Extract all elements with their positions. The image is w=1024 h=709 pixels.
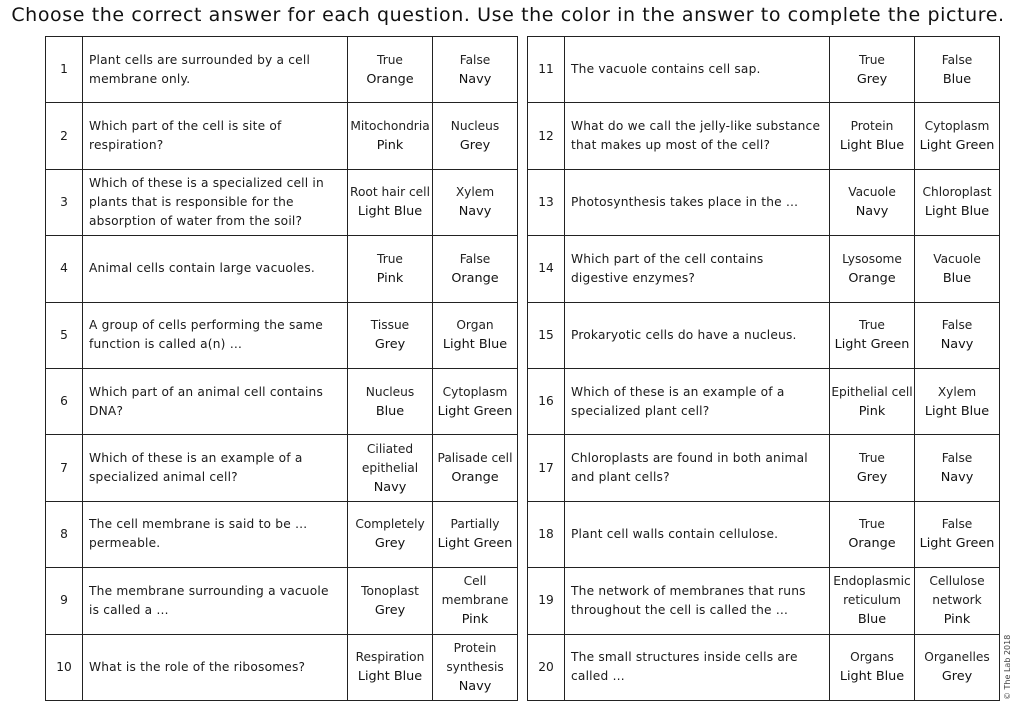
answer-a-label: True [859,451,885,466]
answer-a-label: Tonoplast [361,583,419,598]
answer-a-label: True [859,52,885,67]
answer-option-b[interactable] [433,236,518,302]
answer-option-b[interactable] [915,37,1000,103]
answer-option-a[interactable] [830,634,915,700]
answer-b-label: Xylem [937,384,977,399]
answer-a-color: Pink [858,403,886,419]
question-text: Animal cells contain large vacuoles. [83,236,348,302]
question-text: What is the role of the ribosomes? [83,634,348,700]
answer-b-label: Cell membrane [441,574,509,608]
answer-a-label: True [377,251,403,266]
answer-a-color: Orange [848,536,896,552]
answer-option-b[interactable] [915,568,1000,634]
answer-option-a[interactable] [348,37,433,103]
answer-option-a[interactable] [348,302,433,368]
answer-a-color: Light Blue [357,669,423,685]
answer-option-a[interactable] [830,169,915,235]
copyright-notice: © The Lab 2018 [1003,634,1012,700]
question-text: Which of these is an example of a specialized plant cell? [565,368,830,434]
answer-option-b[interactable] [433,37,518,103]
answer-b-label: Organelles [924,650,990,665]
question-number: 12 [528,103,565,169]
question-row [46,501,518,567]
question-text: Plant cells are surrounded by a cell membrane only. [83,37,348,103]
answer-a-color: Blue [857,612,887,628]
answer-b-color: Blue [942,71,972,87]
question-number: 15 [528,302,565,368]
answer-option-b[interactable] [915,368,1000,434]
answer-option-b[interactable] [433,302,518,368]
answer-b-color: Light Blue [442,337,508,353]
answer-b-color: Light Green [437,536,513,552]
answer-a-color: Navy [373,479,407,495]
answer-b-label: Protein synthesis [446,640,504,674]
question-row [46,634,518,700]
question-number: 9 [46,568,83,634]
question-row [528,103,1000,169]
answer-option-b[interactable] [915,302,1000,368]
answer-a-label: Completely [355,517,425,532]
question-text: The small structures inside cells are called … [565,634,830,700]
question-text: Which part of the cell contains digestive enzymes? [565,236,830,302]
question-number: 16 [528,368,565,434]
answer-b-color: Light Blue [924,204,990,220]
answer-option-a[interactable] [348,501,433,567]
answer-b-label: Cytoplasm [442,384,508,399]
answer-a-color: Grey [374,337,406,353]
answer-a-color: Orange [366,71,414,87]
question-row [528,169,1000,235]
answer-b-color: Navy [458,71,492,87]
question-number: 18 [528,501,565,567]
question-text: The network of membranes that runs throughout the cell is called the … [565,568,830,634]
answer-option-a[interactable] [830,103,915,169]
answer-option-b[interactable] [433,435,518,501]
answer-a-label: Tissue [370,318,410,333]
question-text: Photosynthesis takes place in the … [565,169,830,235]
answer-b-color: Navy [458,204,492,220]
answer-a-label: Lysosome [842,251,902,266]
answer-option-a[interactable] [830,501,915,567]
answer-option-a[interactable] [348,634,433,700]
answer-a-label: Endoplasmic reticulum [833,574,911,608]
question-text: The vacuole contains cell sap. [565,37,830,103]
answer-option-b[interactable] [915,169,1000,235]
answer-a-label: Respiration [355,650,425,665]
answer-a-color: Grey [856,470,888,486]
question-number: 2 [46,103,83,169]
answer-b-color: Light Green [437,403,513,419]
answer-b-label: Partially [450,517,500,532]
answer-b-label: False [941,517,973,532]
question-row [46,37,518,103]
answer-option-a[interactable] [830,368,915,434]
question-row [528,236,1000,302]
question-number: 19 [528,568,565,634]
answer-b-color: Pink [943,612,971,628]
answer-option-b[interactable] [433,103,518,169]
answer-option-b[interactable] [915,501,1000,567]
question-row [528,634,1000,700]
question-number: 13 [528,169,565,235]
answer-a-color: Pink [376,138,404,154]
answer-option-b[interactable] [915,103,1000,169]
worksheet-instructions: Choose the correct answer for each question. Use the color in the answer to complete the picture. [11,4,1005,26]
question-text: The cell membrane is said to be … permeable. [83,501,348,567]
answer-b-label: Vacuole [933,251,981,266]
question-number: 5 [46,302,83,368]
answer-a-color: Light Blue [839,669,905,685]
question-row [46,302,518,368]
answer-b-color: Navy [940,337,974,353]
answer-b-color: Light Blue [924,403,990,419]
question-text: The membrane surrounding a vacuole is called a … [83,568,348,634]
question-row [528,568,1000,634]
questions-table-right [527,36,1000,701]
answer-option-b[interactable] [915,236,1000,302]
answer-b-label: False [941,52,973,67]
question-text: Plant cell walls contain cellulose. [565,501,830,567]
answer-a-color: Grey [374,536,406,552]
answer-a-color: Blue [375,403,405,419]
answer-b-label: False [459,52,491,67]
answer-option-b[interactable] [433,501,518,567]
question-number: 10 [46,634,83,700]
answer-b-color: Grey [941,669,973,685]
answer-option-a[interactable] [830,37,915,103]
answer-option-b[interactable] [915,435,1000,501]
question-row [46,169,518,235]
question-number: 17 [528,435,565,501]
answer-a-label: True [859,517,885,532]
question-text: Which of these is an example of a specialized animal cell? [83,435,348,501]
answer-a-color: Pink [376,270,404,286]
question-text: Prokaryotic cells do have a nucleus. [565,302,830,368]
question-number: 6 [46,368,83,434]
answer-option-a[interactable] [348,568,433,634]
answer-a-color: Light Blue [357,204,423,220]
answer-b-label: Xylem [455,185,495,200]
question-row [46,435,518,501]
answer-option-a[interactable] [830,568,915,634]
answer-option-a[interactable] [830,302,915,368]
question-text: What do we call the jelly-like substance that makes up most of the cell? [565,103,830,169]
answer-b-label: False [941,318,973,333]
answer-b-label: Cellulose network [929,574,985,608]
question-number: 3 [46,169,83,235]
question-text: Which part of an animal cell contains DNA? [83,368,348,434]
question-number: 8 [46,501,83,567]
answer-a-label: True [377,52,403,67]
answer-b-label: False [941,451,973,466]
question-text: A group of cells performing the same function is called a(n) … [83,302,348,368]
answer-b-label: Cytoplasm [924,119,990,134]
answer-a-label: Mitochondria [350,119,430,134]
answer-option-b[interactable] [433,568,518,634]
question-number: 11 [528,37,565,103]
question-text: Chloroplasts are found in both animal and plant cells? [565,435,830,501]
question-row [46,368,518,434]
answer-b-color: Navy [458,678,492,694]
answer-a-label: Root hair cell [350,185,430,200]
question-row [46,568,518,634]
answer-option-a[interactable] [348,435,433,501]
questions-table-left [45,36,518,701]
question-number: 20 [528,634,565,700]
answer-b-color: Orange [451,270,499,286]
answer-a-label: True [859,318,885,333]
answer-b-color: Light Green [919,536,995,552]
answer-b-label: Palisade cell [437,451,513,466]
answer-a-color: Light Blue [839,138,905,154]
answer-option-a[interactable] [348,368,433,434]
answer-b-label: False [459,251,491,266]
answer-a-label: Ciliated epithelial [361,441,419,475]
answer-option-a[interactable] [348,169,433,235]
answer-b-color: Grey [459,138,491,154]
answer-a-label: Vacuole [848,185,896,200]
question-row [528,368,1000,434]
answer-a-color: Grey [374,602,406,618]
answer-b-label: Chloroplast [922,185,992,200]
answer-a-color: Grey [856,71,888,87]
question-number: 7 [46,435,83,501]
question-number: 4 [46,236,83,302]
question-row [46,236,518,302]
answer-option-a[interactable] [830,435,915,501]
question-text: Which of these is a specialized cell in plants that is responsible for the absorption of water from the soil? [83,169,348,235]
question-row [528,435,1000,501]
answer-b-color: Pink [461,612,489,628]
answer-a-label: Epithelial cell [831,384,913,399]
answer-option-b[interactable] [433,169,518,235]
answer-a-label: Protein [850,119,894,134]
answer-b-label: Nucleus [450,119,500,134]
answer-option-b[interactable] [915,634,1000,700]
answer-option-b[interactable] [433,634,518,700]
answer-a-label: Organs [850,650,894,665]
question-text: Which part of the cell is site of respiration? [83,103,348,169]
answer-option-a[interactable] [830,236,915,302]
answer-b-label: Organ [456,318,494,333]
answer-b-color: Navy [940,470,974,486]
answer-a-color: Orange [848,270,896,286]
answer-b-color: Light Green [919,138,995,154]
question-row [528,501,1000,567]
answer-option-a[interactable] [348,236,433,302]
answer-a-color: Navy [855,204,889,220]
answer-b-color: Orange [451,470,499,486]
question-number: 14 [528,236,565,302]
answer-option-b[interactable] [433,368,518,434]
question-row [46,103,518,169]
question-row [528,302,1000,368]
answer-a-label: Nucleus [365,384,415,399]
answer-a-color: Light Green [834,337,910,353]
question-number: 1 [46,37,83,103]
question-row [528,37,1000,103]
answer-option-a[interactable] [348,103,433,169]
answer-b-color: Blue [942,270,972,286]
